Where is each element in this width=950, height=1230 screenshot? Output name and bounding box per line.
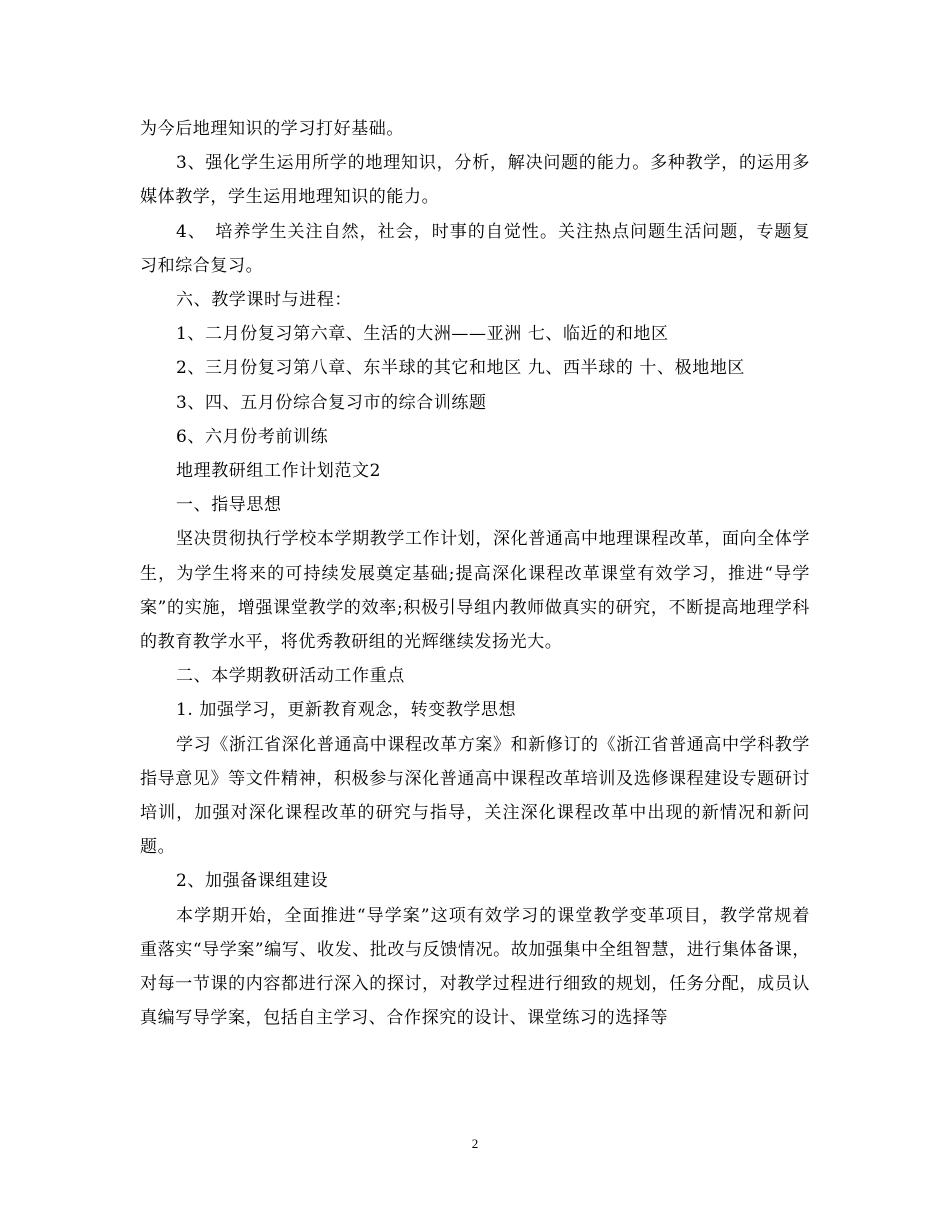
document-subtitle: 地理教研组工作计划范文2 bbox=[176, 461, 382, 482]
paragraph: 3、强化学生运用所学的地理知识，分析，解决问题的能力。多种教学，的运用多媒体教学，学生运用地理知识的能力。 bbox=[140, 153, 810, 208]
paragraph: 坚决贯彻执行学校本学期教学工作计划，深化普通高中地理课程改革，面向全体学生，为学生将来的可持续发展奠定基础;提高深化课程改革课堂有效学习，推进“导学案”的实施，增强课堂教学的效率;积极引导组内教师做真实的研究，不断提高地理学科的教育教学水平，将优秀教研组的光辉继续发扬光大。 bbox=[140, 529, 810, 653]
section-heading: 六、教学课时与进程： bbox=[176, 290, 352, 311]
subsection-heading: 2、加强备课组建设 bbox=[176, 871, 329, 892]
list-item: 2、三月份复习第八章、东半球的其它和地区 九、西半球的 十、极地地区 bbox=[176, 358, 746, 379]
section-heading: 二、本学期教研活动工作重点 bbox=[176, 666, 405, 687]
paragraph: 为今后地理知识的学习打好基础。 bbox=[140, 119, 404, 139]
page-number: 2 bbox=[471, 1136, 479, 1151]
paragraph: 4、 培养学生关注自然，社会，时事的自觉性。关注热点问题生活问题，专题复习和综合复习。 bbox=[140, 221, 810, 276]
list-item: 3、四、五月份综合复习市的综合训练题 bbox=[176, 392, 487, 413]
list-item: 6、六月份考前训练 bbox=[176, 426, 329, 447]
subsection-heading: 1. 加强学习，更新教育观念，转变教学思想 bbox=[176, 700, 517, 721]
paragraph: 学习《浙江省深化普通高中课程改革方案》和新修订的《浙江省普通高中学科教学指导意见》等文件精神，积极参与深化普通高中课程改革培训及选修课程建设专题研讨培训，加强对深化课程改革的研究与指导，关注深化课程改革中出现的新情况和新问题。 bbox=[140, 734, 810, 858]
section-heading: 一、指导思想 bbox=[176, 495, 282, 516]
document-body bbox=[140, 112, 810, 1035]
list-item: 1、二月份复习第六章、生活的大洲——亚洲 七、临近的和地区 bbox=[176, 324, 669, 345]
paragraph: 本学期开始，全面推进“导学案”这项有效学习的课堂教学变革项目，教学常规着重落实“导学案”编写、收发、批改与反馈情况。故加强集中全组智慧，进行集体备课，对每一节课的内容都进行深入的探讨，对教学过程进行细致的规划，任务分配，成员认真编写导学案，包括自主学习、合作探究的设计、课堂练习的选择等 bbox=[140, 905, 810, 1029]
